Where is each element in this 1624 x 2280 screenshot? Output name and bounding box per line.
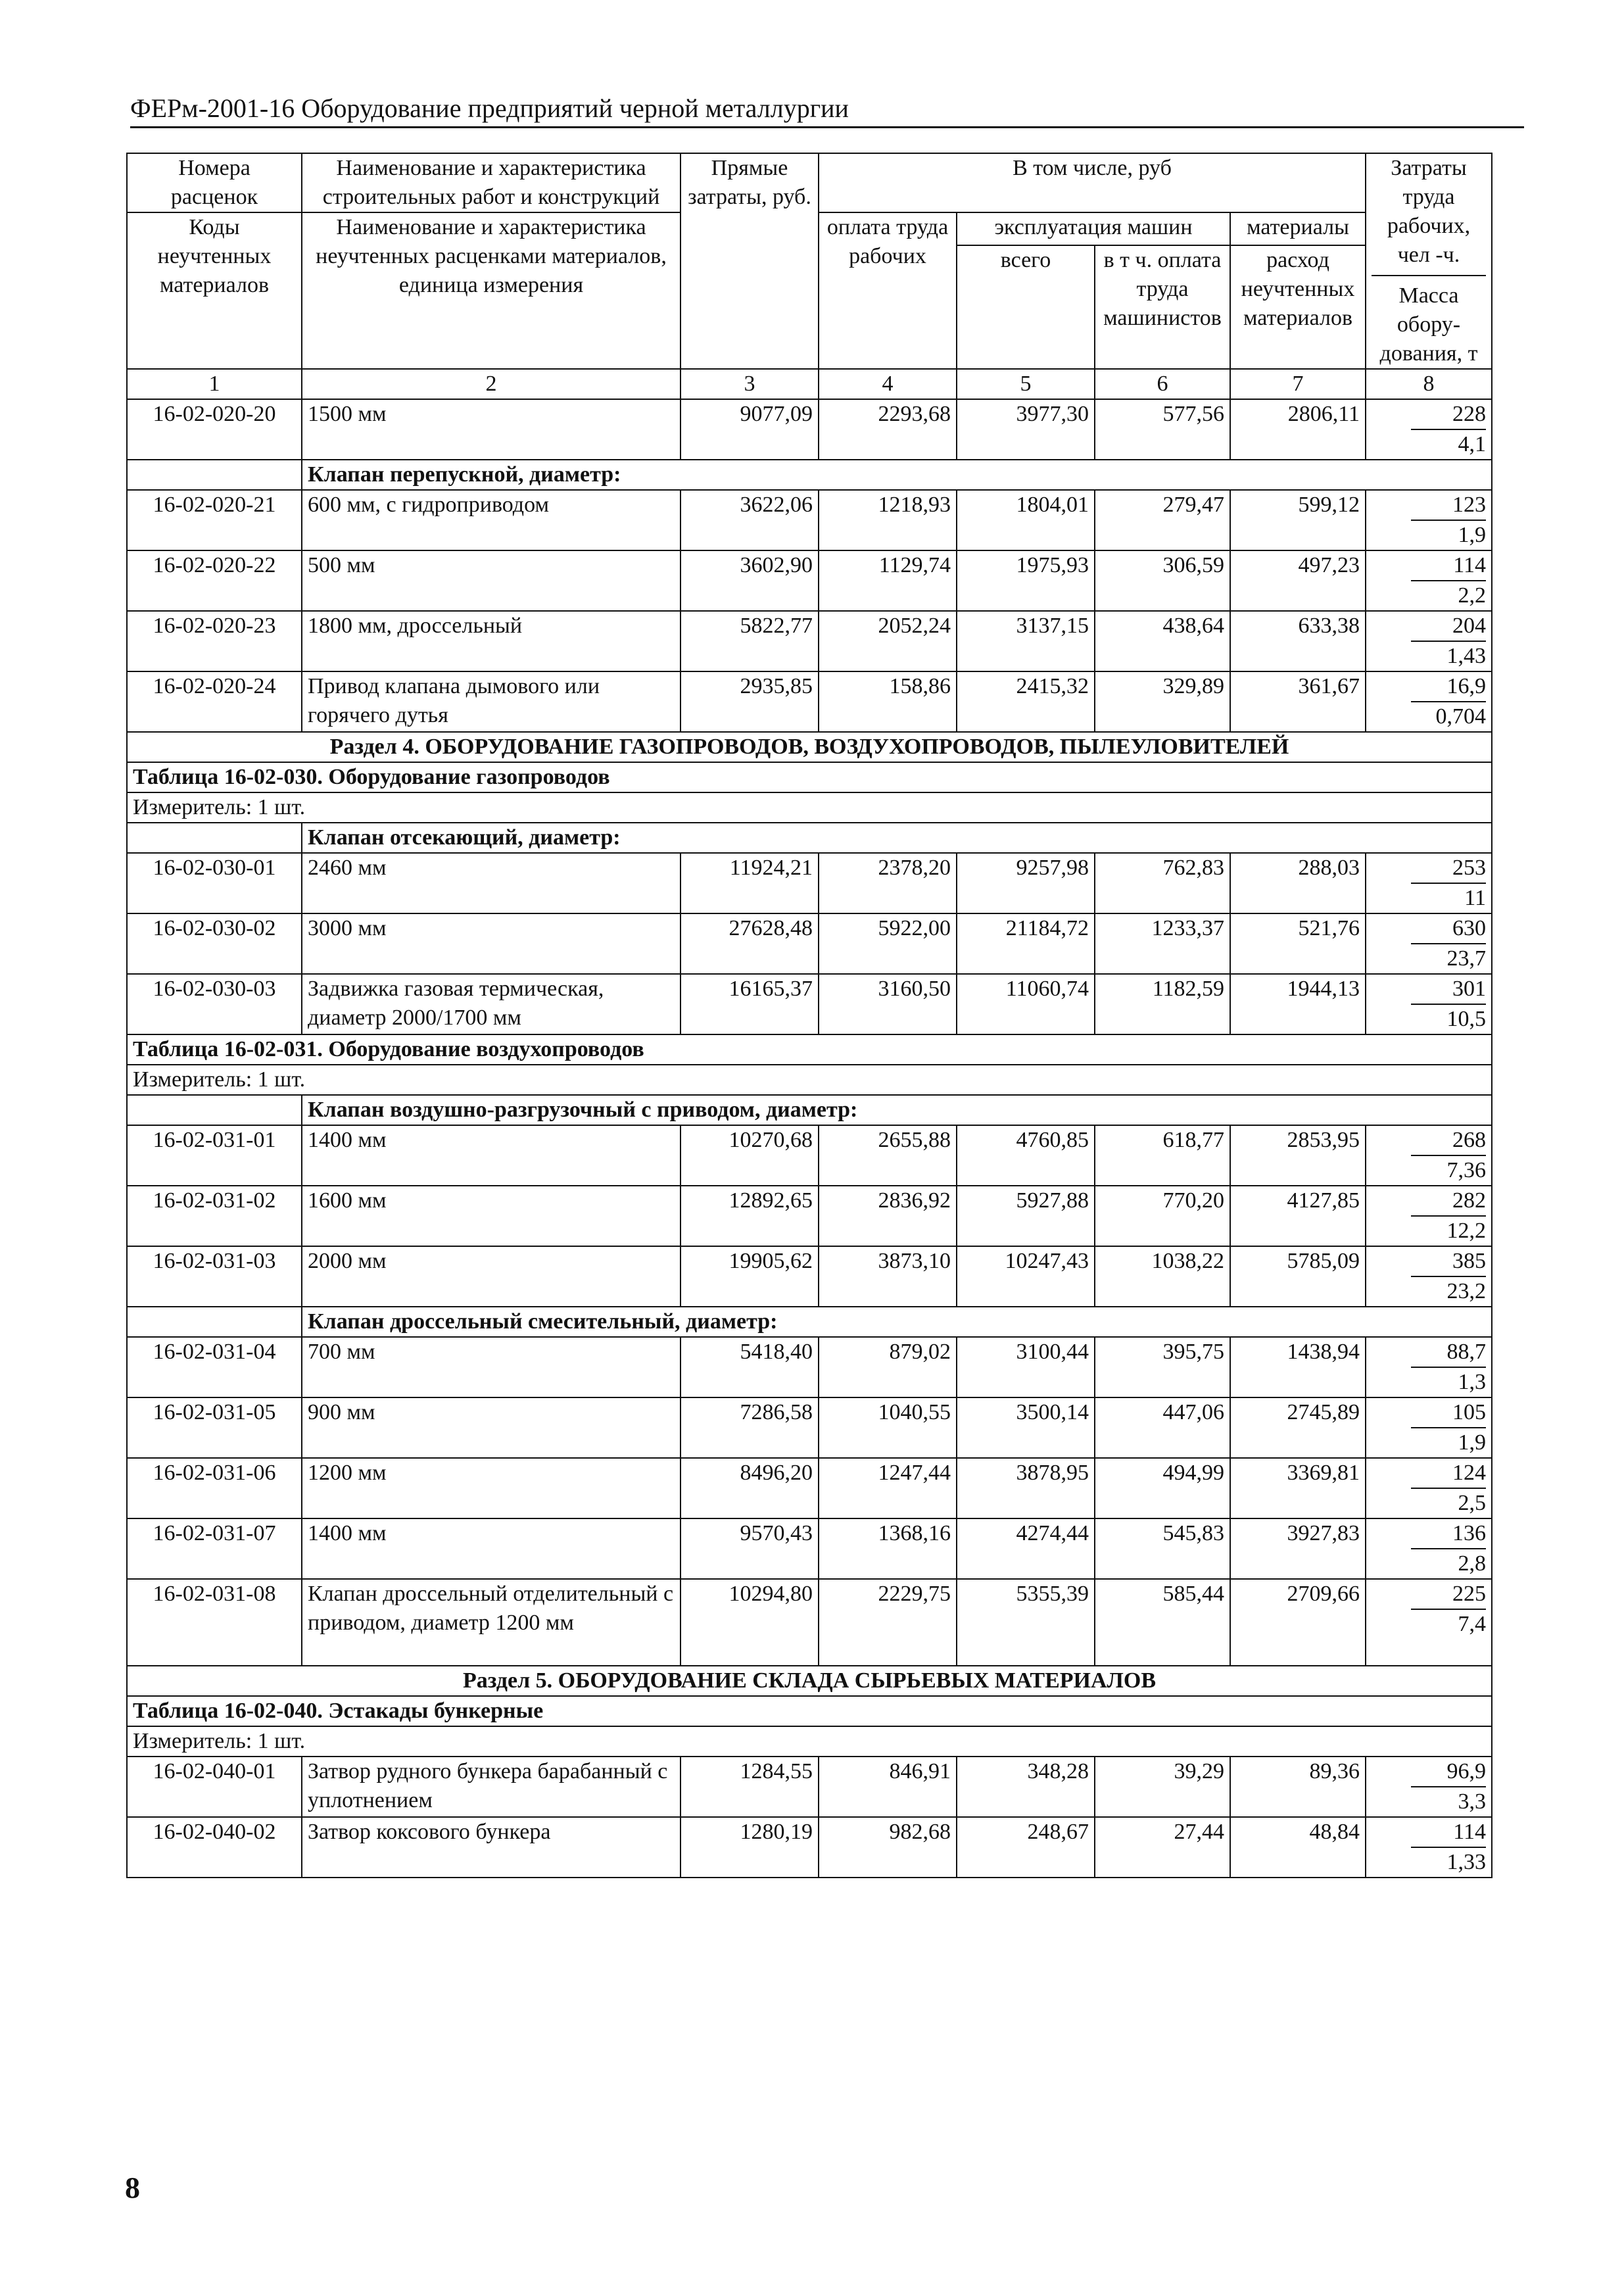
cost-labor: 5922,00 (819, 913, 957, 974)
cost-mat: 3927,83 (1230, 1518, 1366, 1579)
rate-code: 16-02-020-21 (127, 490, 302, 550)
table-heading: Таблица 16-02-031. Оборудование воздухопроводов (127, 1034, 1492, 1065)
cost-labor: 1129,74 (819, 550, 957, 611)
labor-and-mass-cell (1366, 974, 1492, 1034)
cost-mach-labor: 395,75 (1095, 1337, 1230, 1397)
cost-mach: 348,28 (957, 1757, 1095, 1817)
cost-mach-labor: 27,44 (1095, 1817, 1230, 1878)
equipment-mass: 4,1 (1458, 432, 1486, 456)
cost-labor: 2052,24 (819, 611, 957, 671)
rate-code: 16-02-020-22 (127, 550, 302, 611)
rate-name: 700 мм (302, 1337, 681, 1397)
cost-mach-labor: 494,99 (1095, 1458, 1230, 1518)
subheading: Клапан отсекающий, диаметр: (302, 823, 1492, 853)
cost-mach-labor: 770,20 (1095, 1186, 1230, 1246)
cost-labor: 158,86 (819, 671, 957, 732)
cost-labor: 2293,68 (819, 399, 957, 460)
cost-direct: 10270,68 (681, 1125, 819, 1186)
section-heading-row (127, 1666, 1492, 1696)
cost-mat: 89,36 (1230, 1757, 1366, 1817)
rate-name: 1500 мм (302, 399, 681, 460)
labor-hours: 88,7 (1411, 1338, 1486, 1368)
running-header: ФЕРм-2001-16 Оборудование предприятий черной металлургии (130, 92, 1524, 128)
table-row (127, 1518, 1492, 1579)
labor-and-mass-cell (1366, 399, 1492, 460)
equipment-mass: 1,9 (1458, 1430, 1486, 1455)
rate-code: 16-02-031-03 (127, 1246, 302, 1307)
rate-name: 2460 мм (302, 853, 681, 913)
cost-mach-labor: 545,83 (1095, 1518, 1230, 1579)
table-row (127, 1397, 1492, 1458)
labor-hours: 204 (1411, 612, 1486, 642)
cost-mat: 599,12 (1230, 490, 1366, 550)
col-header-codes: Номера расценок (127, 153, 302, 212)
column-number: 3 (681, 369, 819, 399)
rate-name: 3000 мм (302, 913, 681, 974)
rate-code: 16-02-031-01 (127, 1125, 302, 1186)
section-heading-row (127, 732, 1492, 762)
cost-labor: 982,68 (819, 1817, 957, 1878)
cost-labor: 1218,93 (819, 490, 957, 550)
cost-mach: 4760,85 (957, 1125, 1095, 1186)
subheading: Клапан воздушно-разгрузочный с приводом, диаметр: (302, 1095, 1492, 1125)
rate-name: Затвор рудного бункера барабанный с уплотнением (302, 1757, 681, 1817)
subheading-row (127, 460, 1492, 490)
col-header-mass: Масса обору-дования, т (1379, 283, 1478, 366)
cost-labor: 1040,55 (819, 1397, 957, 1458)
cost-mat: 2806,11 (1230, 399, 1366, 460)
table-row (127, 1337, 1492, 1397)
labor-hours: 136 (1411, 1519, 1486, 1549)
rate-name: 900 мм (302, 1397, 681, 1458)
cost-mach-labor: 329,89 (1095, 671, 1230, 732)
cost-direct: 12892,65 (681, 1186, 819, 1246)
labor-and-mass-cell (1366, 1579, 1492, 1666)
cost-labor: 2378,20 (819, 853, 957, 913)
section-heading: Раздел 5. ОБОРУДОВАНИЕ СКЛАДА СЫРЬЕВЫХ МАТЕРИАЛОВ (127, 1666, 1492, 1696)
cost-mach-labor: 577,56 (1095, 399, 1230, 460)
rate-name: 1600 мм (302, 1186, 681, 1246)
table-row (127, 671, 1492, 732)
measure-unit: Измеритель: 1 шт. (127, 1065, 1492, 1095)
rate-code: 16-02-031-08 (127, 1579, 302, 1666)
col-header-codes-b: Коды неучтенных материалов (127, 212, 302, 369)
subheading-row (127, 1095, 1492, 1125)
table-heading: Таблица 16-02-040. Эстакады бункерные (127, 1696, 1492, 1726)
equipment-mass: 23,2 (1446, 1279, 1486, 1303)
rate-code: 16-02-020-23 (127, 611, 302, 671)
rate-code: 16-02-030-02 (127, 913, 302, 974)
measure-unit-row (127, 792, 1492, 823)
rate-code: 16-02-031-02 (127, 1186, 302, 1246)
rate-name: 2000 мм (302, 1246, 681, 1307)
equipment-mass: 12,2 (1446, 1219, 1486, 1243)
labor-hours: 124 (1411, 1459, 1486, 1489)
col-header-labor: оплата труда рабочих (819, 212, 957, 369)
cost-mach: 3878,95 (957, 1458, 1095, 1518)
rate-name: Клапан дроссельный отделительный с приводом, диаметр 1200 мм (302, 1579, 681, 1666)
cost-mat: 2709,66 (1230, 1579, 1366, 1666)
labor-hours: 114 (1411, 551, 1486, 581)
labor-and-mass-cell (1366, 1337, 1492, 1397)
col-header-name-b: Наименование и характеристика неучтенных расценками материалов, единица измерения (302, 212, 681, 369)
rate-name: 500 мм (302, 550, 681, 611)
cost-mach: 3977,30 (957, 399, 1095, 460)
labor-and-mass-cell (1366, 611, 1492, 671)
cost-labor: 2229,75 (819, 1579, 957, 1666)
labor-and-mass-cell (1366, 1246, 1492, 1307)
labor-and-mass-cell (1366, 1186, 1492, 1246)
cost-labor: 3873,10 (819, 1246, 957, 1307)
table-row (127, 974, 1492, 1034)
cost-direct: 11924,21 (681, 853, 819, 913)
table-row (127, 490, 1492, 550)
cost-labor: 879,02 (819, 1337, 957, 1397)
table-row (127, 1817, 1492, 1878)
equipment-mass: 3,3 (1458, 1789, 1486, 1814)
cost-mach-labor: 618,77 (1095, 1125, 1230, 1186)
cost-direct: 5418,40 (681, 1337, 819, 1397)
cost-mach: 1975,93 (957, 550, 1095, 611)
rate-name: 1400 мм (302, 1125, 681, 1186)
labor-and-mass-cell (1366, 1458, 1492, 1518)
table-heading-row (127, 762, 1492, 792)
cost-mat: 2853,95 (1230, 1125, 1366, 1186)
cost-mach-labor: 1182,59 (1095, 974, 1230, 1034)
cost-mach: 3137,15 (957, 611, 1095, 671)
labor-and-mass-cell (1366, 1757, 1492, 1817)
subheading: Клапан перепускной, диаметр: (302, 460, 1492, 490)
col-header-labor-mass (1366, 153, 1492, 369)
cost-mat: 521,76 (1230, 913, 1366, 974)
cost-direct: 8496,20 (681, 1458, 819, 1518)
cost-direct: 3622,06 (681, 490, 819, 550)
labor-hours: 385 (1411, 1247, 1486, 1277)
rate-name: Привод клапана дымового или горячего дутья (302, 671, 681, 732)
col-header-direct: Прямые затраты, руб. (681, 153, 819, 369)
table-row (127, 611, 1492, 671)
col-header-hours: Затраты труда рабочих, чел -ч. (1372, 154, 1486, 276)
labor-hours: 268 (1411, 1126, 1486, 1156)
cost-mach-labor: 447,06 (1095, 1397, 1230, 1458)
labor-hours: 123 (1411, 491, 1486, 521)
col-header-mat-unaccounted: расход неучтенных материалов (1230, 245, 1366, 369)
cost-mach-labor: 762,83 (1095, 853, 1230, 913)
equipment-mass: 1,43 (1446, 644, 1486, 668)
subheading-spacer (127, 460, 302, 490)
rate-code: 16-02-031-05 (127, 1397, 302, 1458)
col-header-mach-labor: в т ч. оплата труда машинистов (1095, 245, 1230, 369)
cost-mach: 9257,98 (957, 853, 1095, 913)
page-number: 8 (125, 2171, 140, 2204)
subheading: Клапан дроссельный смесительный, диаметр: (302, 1307, 1492, 1337)
cost-mach: 2415,32 (957, 671, 1095, 732)
measure-unit: Измеритель: 1 шт. (127, 792, 1492, 823)
cost-mach: 4274,44 (957, 1518, 1095, 1579)
equipment-mass: 2,2 (1458, 583, 1486, 608)
col-header-mach-total: всего (957, 245, 1095, 369)
labor-hours: 105 (1411, 1398, 1486, 1428)
cost-direct: 9570,43 (681, 1518, 819, 1579)
table-row (127, 1579, 1492, 1666)
cost-labor: 2836,92 (819, 1186, 957, 1246)
column-number: 5 (957, 369, 1095, 399)
table-row (127, 913, 1492, 974)
rate-name: 1800 мм, дроссельный (302, 611, 681, 671)
cost-mat: 1438,94 (1230, 1337, 1366, 1397)
column-number: 7 (1230, 369, 1366, 399)
labor-hours: 225 (1411, 1580, 1486, 1610)
cost-mach-labor: 279,47 (1095, 490, 1230, 550)
cost-mach-labor: 585,44 (1095, 1579, 1230, 1666)
equipment-mass: 2,8 (1458, 1551, 1486, 1576)
cost-mat: 3369,81 (1230, 1458, 1366, 1518)
labor-and-mass-cell (1366, 1397, 1492, 1458)
col-header-materials: материалы (1230, 212, 1366, 245)
cost-mat: 288,03 (1230, 853, 1366, 913)
rate-code: 16-02-040-01 (127, 1757, 302, 1817)
cost-mach: 10247,43 (957, 1246, 1095, 1307)
cost-direct: 16165,37 (681, 974, 819, 1034)
rate-code: 16-02-031-07 (127, 1518, 302, 1579)
cost-mach-labor: 39,29 (1095, 1757, 1230, 1817)
price-table (126, 153, 1493, 1878)
equipment-mass: 10,5 (1446, 1007, 1486, 1031)
cost-direct: 2935,85 (681, 671, 819, 732)
measure-unit: Измеритель: 1 шт. (127, 1726, 1492, 1757)
rate-name: Задвижка газовая термическая, диаметр 2000/1700 мм (302, 974, 681, 1034)
subheading-spacer (127, 823, 302, 853)
labor-and-mass-cell (1366, 550, 1492, 611)
cost-labor: 2655,88 (819, 1125, 957, 1186)
column-number: 4 (819, 369, 957, 399)
rate-code: 16-02-030-03 (127, 974, 302, 1034)
labor-and-mass-cell (1366, 913, 1492, 974)
cost-mat: 48,84 (1230, 1817, 1366, 1878)
cost-direct: 7286,58 (681, 1397, 819, 1458)
cost-mat: 497,23 (1230, 550, 1366, 611)
table-row (127, 853, 1492, 913)
cost-mat: 361,67 (1230, 671, 1366, 732)
equipment-mass: 1,33 (1446, 1850, 1486, 1874)
labor-hours: 228 (1411, 400, 1486, 430)
rate-code: 16-02-030-01 (127, 853, 302, 913)
column-number: 8 (1366, 369, 1492, 399)
rate-code: 16-02-040-02 (127, 1817, 302, 1878)
subheading-spacer (127, 1307, 302, 1337)
table-row (127, 1757, 1492, 1817)
labor-hours: 630 (1411, 914, 1486, 944)
column-number: 6 (1095, 369, 1230, 399)
cost-mach: 5927,88 (957, 1186, 1095, 1246)
rate-code: 16-02-020-24 (127, 671, 302, 732)
labor-and-mass-cell (1366, 490, 1492, 550)
cost-mach-labor: 1038,22 (1095, 1246, 1230, 1307)
rate-name: 600 мм, с гидроприводом (302, 490, 681, 550)
cost-mach: 5355,39 (957, 1579, 1095, 1666)
labor-hours: 96,9 (1411, 1757, 1486, 1787)
col-header-incl: В том числе, руб (819, 153, 1366, 212)
cost-direct: 5822,77 (681, 611, 819, 671)
cost-direct: 19905,62 (681, 1246, 819, 1307)
cost-mach: 3500,14 (957, 1397, 1095, 1458)
cost-direct: 27628,48 (681, 913, 819, 974)
equipment-mass: 7,36 (1446, 1158, 1486, 1182)
measure-unit-row (127, 1065, 1492, 1095)
table-heading-row (127, 1696, 1492, 1726)
cost-direct: 1284,55 (681, 1757, 819, 1817)
labor-hours: 282 (1411, 1186, 1486, 1217)
table-row (127, 550, 1492, 611)
column-number: 2 (302, 369, 681, 399)
subheading-spacer (127, 1095, 302, 1125)
cost-mat: 4127,85 (1230, 1186, 1366, 1246)
subheading-row (127, 1307, 1492, 1337)
cost-mach: 3100,44 (957, 1337, 1095, 1397)
table-row (127, 399, 1492, 460)
cost-mat: 5785,09 (1230, 1246, 1366, 1307)
equipment-mass: 0,704 (1435, 704, 1486, 729)
equipment-mass: 7,4 (1458, 1612, 1486, 1636)
labor-hours: 114 (1411, 1818, 1486, 1848)
rate-code: 16-02-031-06 (127, 1458, 302, 1518)
col-header-name: Наименование и характеристика строительных работ и конструкций (302, 153, 681, 212)
table-heading: Таблица 16-02-030. Оборудование газопроводов (127, 762, 1492, 792)
labor-and-mass-cell (1366, 1125, 1492, 1186)
equipment-mass: 1,9 (1458, 523, 1486, 547)
equipment-mass: 11 (1464, 886, 1486, 910)
table-row (127, 1125, 1492, 1186)
cost-mat: 2745,89 (1230, 1397, 1366, 1458)
cost-mat: 633,38 (1230, 611, 1366, 671)
rate-name: Затвор коксового бункера (302, 1817, 681, 1878)
cost-mach: 21184,72 (957, 913, 1095, 974)
cost-mach-labor: 438,64 (1095, 611, 1230, 671)
labor-and-mass-cell (1366, 1817, 1492, 1878)
cost-mat: 1944,13 (1230, 974, 1366, 1034)
cost-direct: 3602,90 (681, 550, 819, 611)
table-row (127, 1186, 1492, 1246)
labor-hours: 16,9 (1411, 672, 1486, 702)
cost-mach: 11060,74 (957, 974, 1095, 1034)
table-row (127, 1458, 1492, 1518)
equipment-mass: 23,7 (1446, 946, 1486, 971)
rate-code: 16-02-020-20 (127, 399, 302, 460)
labor-and-mass-cell (1366, 1518, 1492, 1579)
cost-mach: 1804,01 (957, 490, 1095, 550)
labor-and-mass-cell (1366, 671, 1492, 732)
labor-hours: 253 (1411, 854, 1486, 884)
cost-labor: 1368,16 (819, 1518, 957, 1579)
subheading-row (127, 823, 1492, 853)
measure-unit-row (127, 1726, 1492, 1757)
equipment-mass: 2,5 (1458, 1491, 1486, 1515)
cost-direct: 1280,19 (681, 1817, 819, 1878)
labor-hours: 301 (1411, 975, 1486, 1005)
rate-code: 16-02-031-04 (127, 1337, 302, 1397)
table-row (127, 1246, 1492, 1307)
cost-mach-labor: 1233,37 (1095, 913, 1230, 974)
rate-name: 1200 мм (302, 1458, 681, 1518)
cost-direct: 9077,09 (681, 399, 819, 460)
cost-labor: 1247,44 (819, 1458, 957, 1518)
cost-mach: 248,67 (957, 1817, 1095, 1878)
cost-direct: 10294,80 (681, 1579, 819, 1666)
column-number: 1 (127, 369, 302, 399)
labor-and-mass-cell (1366, 853, 1492, 913)
table-heading-row (127, 1034, 1492, 1065)
col-header-machines: эксплуатация машин (957, 212, 1230, 245)
cost-mach-labor: 306,59 (1095, 550, 1230, 611)
section-heading: Раздел 4. ОБОРУДОВАНИЕ ГАЗОПРОВОДОВ, ВОЗДУХОПРОВОДОВ, ПЫЛЕУЛОВИТЕЛЕЙ (127, 732, 1492, 762)
equipment-mass: 1,3 (1458, 1370, 1486, 1394)
rate-name: 1400 мм (302, 1518, 681, 1579)
cost-labor: 3160,50 (819, 974, 957, 1034)
cost-labor: 846,91 (819, 1757, 957, 1817)
